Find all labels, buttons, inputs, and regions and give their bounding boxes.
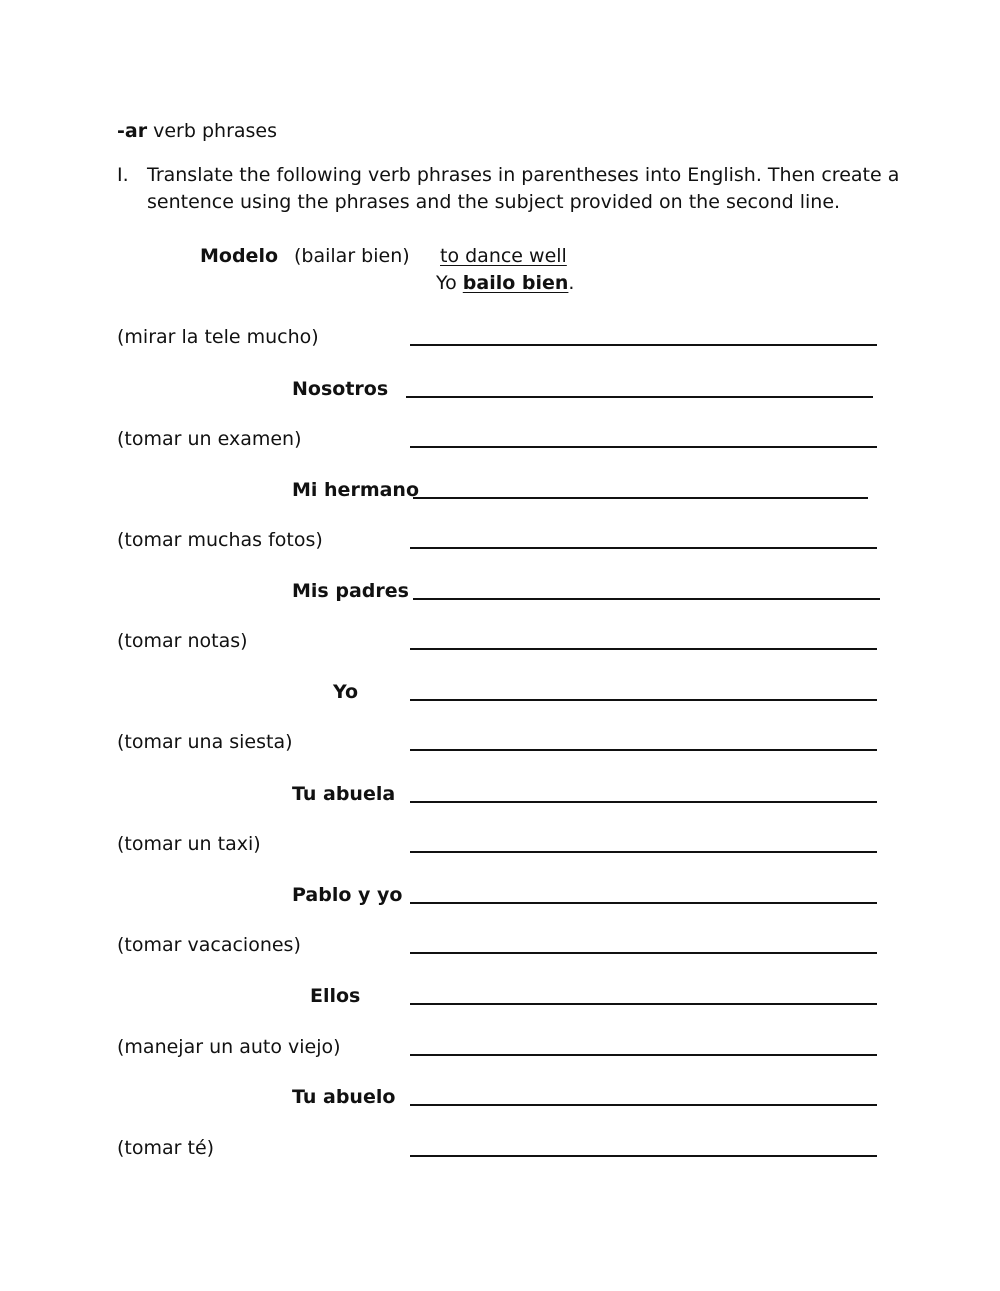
instruction-number: I. bbox=[117, 164, 129, 186]
sentence-line-8[interactable] bbox=[410, 1104, 877, 1106]
answer-line-2[interactable] bbox=[410, 446, 877, 448]
phrase-6: (tomar un taxi) bbox=[117, 833, 261, 855]
model-sentence-subject: Yo bbox=[436, 272, 457, 294]
model-phrase: (bailar bien) bbox=[294, 245, 410, 267]
subject-3: Mis padres bbox=[292, 580, 409, 602]
phrase-1: (mirar la tele mucho) bbox=[117, 326, 319, 348]
sentence-line-6[interactable] bbox=[410, 902, 877, 904]
phrase-2: (tomar un examen) bbox=[117, 428, 302, 450]
subject-6: Pablo y yo bbox=[292, 884, 403, 906]
answer-line-9[interactable] bbox=[410, 1155, 877, 1157]
sentence-line-7[interactable] bbox=[410, 1003, 877, 1005]
model-label: Modelo bbox=[200, 245, 279, 267]
answer-line-8[interactable] bbox=[410, 1054, 877, 1056]
title-suffix: -ar bbox=[117, 120, 148, 142]
instruction-text: Translate the following verb phrases in parentheses into English. Then create a sentence using the phrases and the subject provided on the second line. bbox=[147, 164, 900, 213]
answer-line-5[interactable] bbox=[410, 749, 877, 751]
phrase-8: (manejar un auto viejo) bbox=[117, 1036, 341, 1058]
subject-5: Tu abuela bbox=[292, 783, 396, 805]
subject-7: Ellos bbox=[310, 985, 361, 1007]
phrase-5: (tomar una siesta) bbox=[117, 731, 293, 753]
model-sentence-verb: bailo bien bbox=[462, 272, 569, 294]
sentence-line-1[interactable] bbox=[406, 396, 873, 398]
answer-line-6[interactable] bbox=[410, 851, 877, 853]
sentence-line-5[interactable] bbox=[410, 801, 877, 803]
sentence-line-4[interactable] bbox=[410, 699, 877, 701]
subject-1: Nosotros bbox=[292, 378, 389, 400]
subject-8: Tu abuelo bbox=[292, 1086, 396, 1108]
title-text: verb phrases bbox=[147, 120, 278, 142]
model-translation: to dance well bbox=[440, 245, 567, 267]
subject-4: Yo bbox=[333, 681, 359, 703]
phrase-7: (tomar vacaciones) bbox=[117, 934, 301, 956]
answer-line-4[interactable] bbox=[410, 648, 877, 650]
phrase-3: (tomar muchas fotos) bbox=[117, 529, 323, 551]
worksheet-title bbox=[117, 119, 277, 143]
subject-2: Mi hermano bbox=[292, 479, 420, 501]
sentence-line-3[interactable] bbox=[413, 598, 880, 600]
answer-line-3[interactable] bbox=[410, 547, 877, 549]
phrase-4: (tomar notas) bbox=[117, 630, 248, 652]
answer-line-7[interactable] bbox=[410, 952, 877, 954]
answer-line-1[interactable] bbox=[410, 344, 877, 346]
model-sentence bbox=[436, 271, 574, 295]
model-sentence-end: . bbox=[568, 272, 575, 294]
phrase-9: (tomar té) bbox=[117, 1137, 215, 1159]
sentence-line-2[interactable] bbox=[413, 497, 868, 499]
